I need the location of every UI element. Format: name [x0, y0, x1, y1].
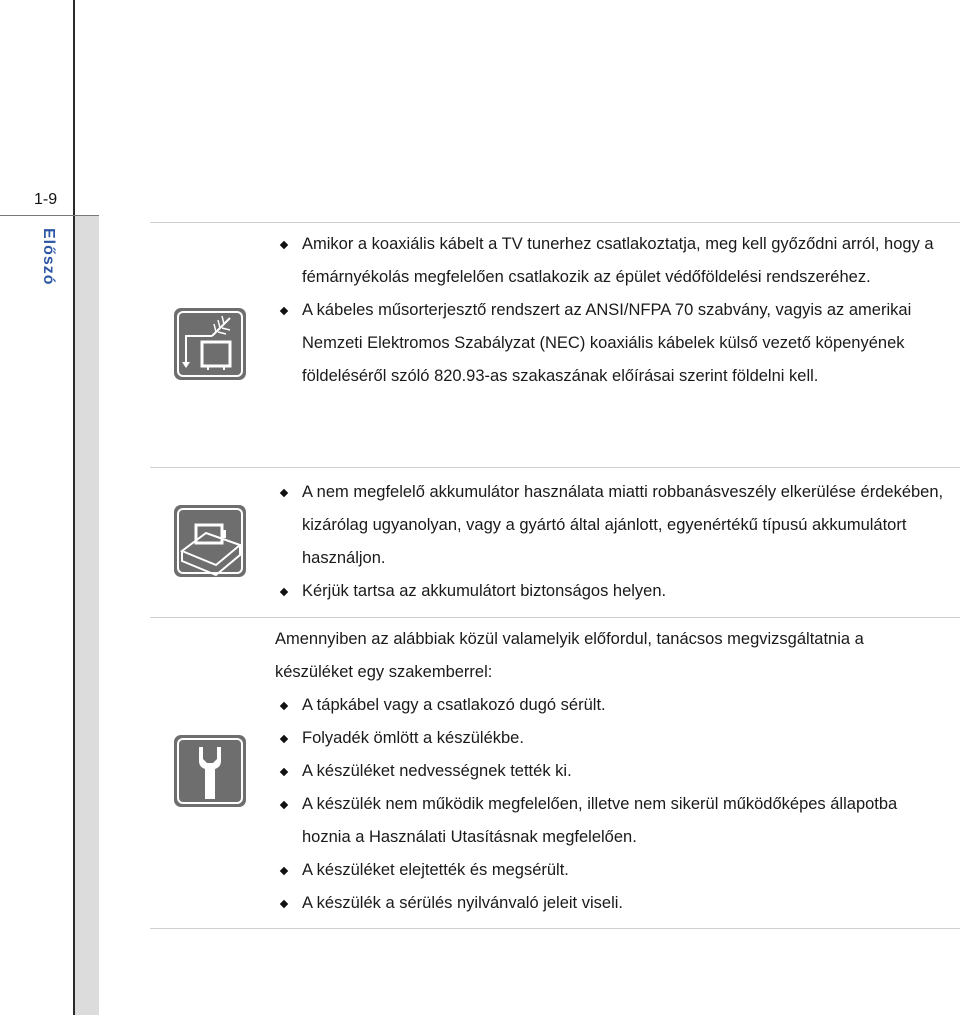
page-number: 1-9 [34, 191, 58, 208]
page-number-divider [0, 215, 99, 216]
list-item: A készülék a sérülés nyilvánvaló jeleit viseli. [275, 887, 945, 920]
service-safety-text [275, 623, 945, 920]
list-item: A készüléket nedvességnek tették ki. [275, 755, 945, 788]
list-item: A készüléket elejtették és megsérült. [275, 854, 945, 887]
antenna-tv-icon [172, 306, 248, 382]
list-item: Folyadék ömlött a készülékbe. [275, 722, 945, 755]
list-item: Kérjük tartsa az akkumulátort biztonságos helyen. [275, 575, 945, 608]
list-item: A nem megfelelő akkumulátor használata miatti robbanásveszély elkerülése érdekében, kizárólag ugyanolyan, vagy a gyártó által ajánlott, egyenértékű típusú akkumulátort használjon. [275, 476, 945, 575]
section-divider-1 [150, 467, 960, 468]
list-item: Amikor a koaxiális kábelt a TV tunerhez csatlakoztatja, meg kell győződni arról, hogy a fémárnyékolás megfelelően csatlakozik az épület védőföldelési rendszeréhez. [275, 228, 945, 294]
section-divider-bottom [150, 928, 960, 929]
list-item: A kábeles műsorterjesztő rendszert az ANSI/NFPA 70 szabvány, vagyis az amerikai Nemzeti Elektromos Szabályzat (NEC) koaxiális kábelek külső vezető köpenyének földeléséről szóló 820.93-as szakaszának előírásai szerint földelni kell. [275, 294, 945, 393]
coax-safety-text [275, 228, 945, 393]
service-bullet-list [275, 689, 945, 920]
margin-gray-strip [75, 216, 99, 1015]
list-item: A tápkábel vagy a csatlakozó dugó sérült. [275, 689, 945, 722]
section-divider-top [150, 222, 960, 223]
list-item: A készülék nem működik megfelelően, illetve nem sikerül működőképes állapotba hoznia a Használati Utasításnak megfelelően. [275, 788, 945, 854]
section-tab-label: Előszó [40, 228, 57, 286]
coax-bullet-list [275, 228, 945, 393]
battery-safety-text [275, 476, 945, 608]
section-divider-2 [150, 617, 960, 618]
service-intro-text: Amennyiben az alábbiak közül valamelyik előfordul, tanácsos megvizsgáltatnia a készüléket egy szakemberrel: [275, 630, 864, 681]
battery-box-icon [172, 503, 248, 579]
wrench-service-icon [172, 733, 248, 809]
battery-bullet-list [275, 476, 945, 608]
